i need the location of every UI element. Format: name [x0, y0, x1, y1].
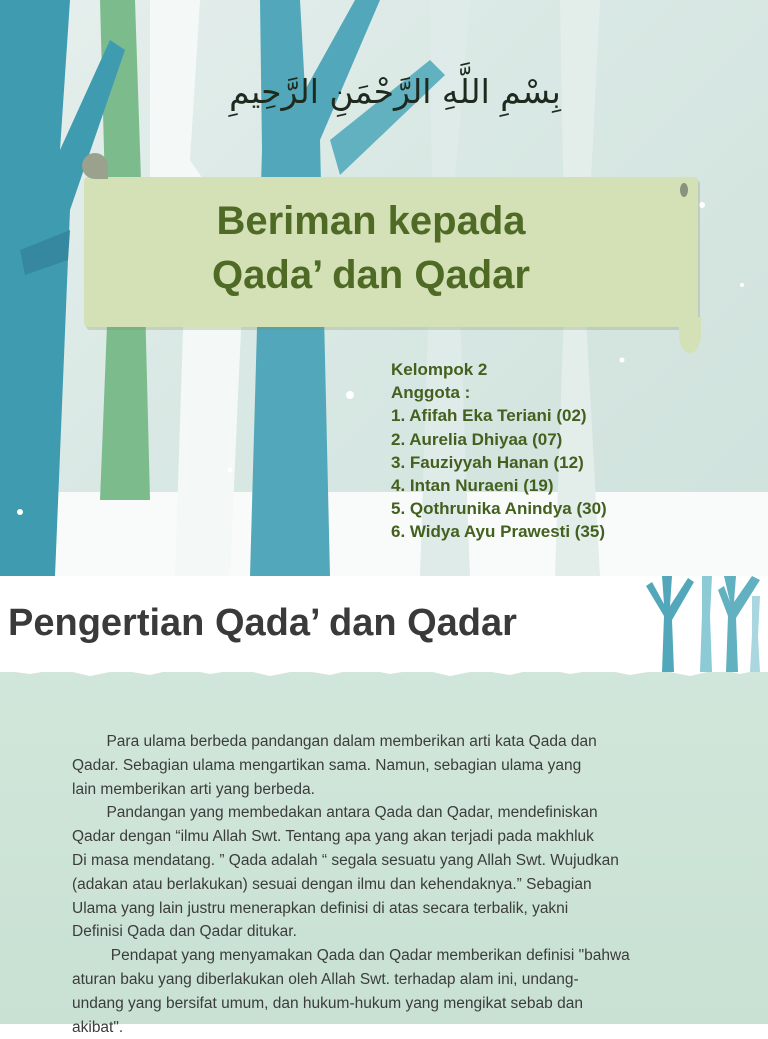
text-line: undang yang bersifat umum, dan hukum-hukum yang mengikat sebab dan [72, 994, 583, 1012]
text-line: akibat". [72, 1018, 124, 1036]
group-members [391, 358, 607, 544]
text-line: Pendapat yang menyamakan Qada dan Qadar memberikan definisi "bahwa [72, 947, 630, 965]
scroll-curl-accent [680, 183, 688, 197]
member-item: 6. Widya Ayu Prawesti (35) [391, 522, 605, 542]
text-line: Ulama yang lain justru menerapkan definisi di atas secara terbalik, yakni [72, 899, 569, 917]
group-label: Kelompok 2 [391, 360, 488, 379]
slide-title-line-2: Qada’ dan Qadar [212, 253, 530, 297]
text-line: Definisi Qada dan Qadar ditukar. [72, 923, 297, 941]
scroll-curl-left [82, 153, 108, 179]
text-line: Qadar dengan “ilmu Allah Swt. Tentang apa yang akan terjadi pada makhluk [72, 828, 594, 846]
text-line: Qadar. Sebagian ulama mengartikan sama. Namun, sebagian ulama yang [72, 756, 582, 774]
text-line: Pandangan yang membedakan antara Qada dan Qadar, mendefiniskan [72, 804, 598, 822]
members-label: Anggota : [391, 383, 471, 403]
text-line: Di masa mendatang. ” Qada adalah “ segala sesuatu yang Allah Swt. Wujudkan [72, 851, 619, 869]
member-item: 3. Fauziyyah Hanan (12) [391, 452, 584, 472]
body-paragraphs [72, 730, 692, 1039]
member-item: 2. Aurelia Dhiyaa (07) [391, 429, 563, 449]
text-line: Para ulama berbeda pandangan dalam memberikan arti kata Qada dan [72, 733, 597, 750]
slide-title-line-1: Beriman kepada [216, 199, 526, 243]
mini-tree-illustration [640, 576, 768, 672]
title-scroll-banner [84, 177, 698, 327]
slide-heading: Pengertian Qada’ dan Qadar [8, 602, 517, 644]
slide-title [84, 194, 658, 302]
bismillah-calligraphy: بِسْمِ اللَّهِ الرَّحْمَنِ الرَّحِيمِ [229, 72, 561, 111]
text-line: lain memberikan arti yang berbeda. [72, 780, 315, 798]
member-item: 5. Qothrunika Anindya (30) [391, 499, 607, 519]
content-slide [0, 576, 768, 1036]
text-line: (adakan atau berlakukan) sesuai dengan ilmu dan kehendaknya.” Sebagian [72, 875, 592, 893]
scroll-curl-right [679, 317, 701, 353]
text-line: aturan baku yang diberlakukan oleh Allah Swt. terhadap alam ini, undang- [72, 970, 579, 988]
member-item: 1. Afifah Eka Teriani (02) [391, 406, 587, 426]
member-item: 4. Intan Nuraeni (19) [391, 476, 554, 496]
